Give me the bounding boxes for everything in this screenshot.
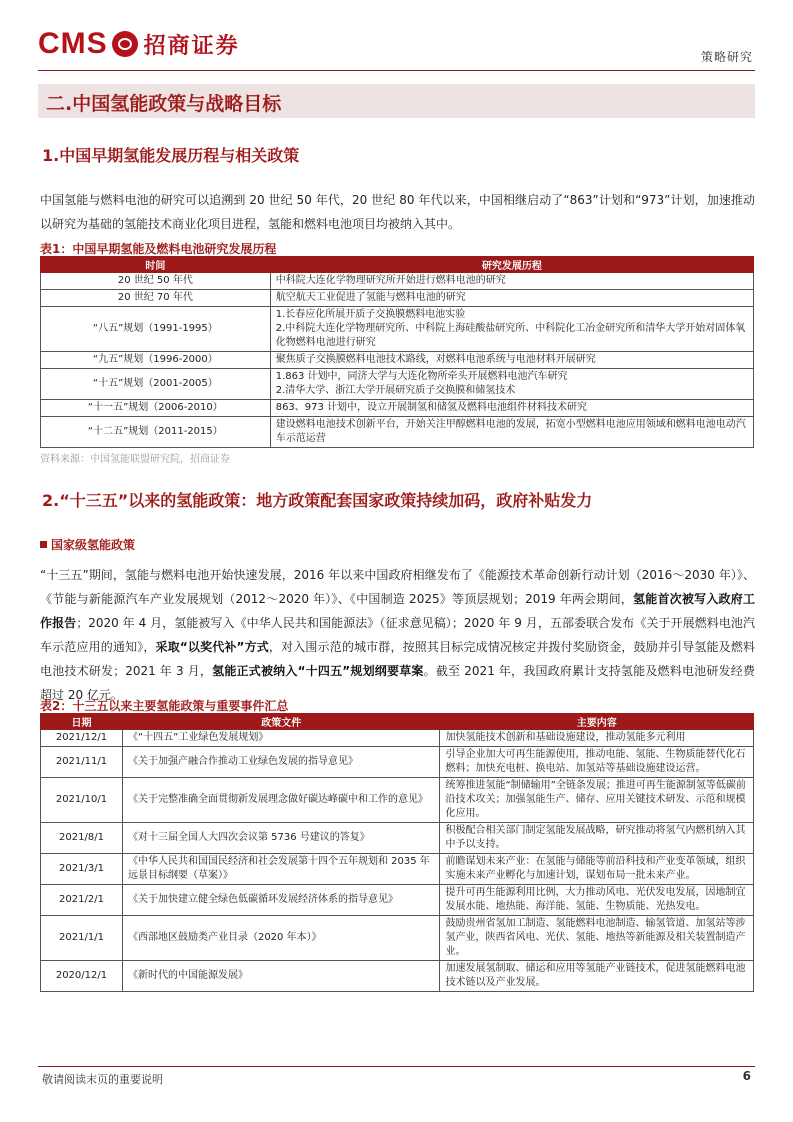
- table2-caption: 表2：十三五以来主要氢能政策与重要事件汇总: [40, 699, 289, 713]
- report-category: 策略研究: [700, 50, 753, 64]
- table1-cell-desc: 863、973 计划中，设立开展制氢和储氢及燃料电池组件材料技术研究: [270, 400, 753, 417]
- table2-header-row: [41, 714, 754, 730]
- header-divider: [38, 70, 755, 71]
- table2-cell-doc: 《西部地区鼓励类产业目录（2020 年本）》: [122, 916, 440, 961]
- page-number: 6: [742, 1069, 751, 1083]
- part2-subheading: [40, 536, 135, 553]
- bullet-square-icon: [40, 541, 47, 548]
- table-row: [41, 290, 754, 307]
- table2-cell-content: 前瞻谋划未来产业：在氢能与储能等前沿科技和产业变革领域，组织实施未来产业孵化与加速计划，谋划布局一批未来产业。: [440, 854, 754, 885]
- table2-cell-date: 2021/1/1: [41, 916, 123, 961]
- table-row: [41, 854, 754, 885]
- table-row: [41, 369, 754, 400]
- para-bold-text: 氢能正式被纳入“十四五”规划纲要草案: [212, 664, 424, 678]
- table2-cell-doc: 《关于完整准确全面贯彻新发展理念做好碳达峰碳中和工作的意见》: [122, 778, 440, 823]
- table2-cell-content: 统筹推进氢能“制储输用”全链条发展；推进可再生能源制氢等低碳前沿技术攻关；加强氢能生产、储存、应用关键技术研发、示范和规模化应用。: [440, 778, 754, 823]
- table1-cell-time: “九五”规划（1996-2000）: [41, 352, 271, 369]
- table-row: [41, 823, 754, 854]
- table-row: [41, 307, 754, 352]
- table1-source: 资料来源：中国氢能联盟研究院，招商证券: [40, 454, 230, 465]
- table1-header-row: [41, 257, 754, 273]
- table2-cell-doc: 《新时代的中国能源发展》: [122, 961, 440, 992]
- table-row: [41, 417, 754, 448]
- table2-cell-content: 积极配合相关部门制定氢能发展战略，研究推动将氢气内燃机纳入其中予以支持。: [440, 823, 754, 854]
- table1-cell-time: “十五”规划（2001-2005）: [41, 369, 271, 400]
- table1-cell-time: “八五”规划（1991-1995）: [41, 307, 271, 352]
- table2-cell-content: 引导企业加大可再生能源使用，推动电能、氢能、生物质能替代化石燃料；加快充电桩、换电站、加氢站等基础设施建设运营。: [440, 747, 754, 778]
- para-text: “十三五”期间，氢能与燃料电池开始快速发展，2016 年以来中国政府相继发布了《能源技术革命创新行动计划（2016～2030 年）》、《节能与新能源汽车产业发展规划（2012～2020 年）》、《中国制造 2025》等顶层规划；2019 年两会期间，: [40, 568, 755, 606]
- para-bold-text: 采取“以奖代补”方式: [155, 640, 269, 654]
- table1-cell-time: “十二五”规划（2011-2015）: [41, 417, 271, 448]
- table1-cell-desc: 1.863 计划中，同济大学与大连化物所牵头开展燃料电池汽车研究 2.清华大学、浙江大学开展研究质子交换膜和储氢技术: [270, 369, 753, 400]
- table1: [40, 256, 754, 448]
- table2-cell-date: 2021/12/1: [41, 730, 123, 747]
- table2-cell-doc: 《对十三届全国人大四次会议第 5736 号建议的答复》: [122, 823, 440, 854]
- logo-chinese-name: 招商证券: [143, 33, 240, 59]
- table2-cell-content: 加速发展氢制取、储运和应用等氢能产业链技术，促进氢能燃料电池技术链以及产业发展。: [440, 961, 754, 992]
- table-row: [41, 916, 754, 961]
- footer-disclaimer: 敬请阅读末页的重要说明: [42, 1073, 163, 1086]
- logo-text: CMS: [38, 27, 108, 60]
- table-row: [41, 273, 754, 290]
- table2-cell-date: 2021/3/1: [41, 854, 123, 885]
- para-text: ；2020 年 4 月，氢能被写入《中华人民共和国能源法》（征求意见稿）；2020 年 9 月，五部委联合发布《关于开展燃料电池汽车示范应用的通知》，: [40, 616, 755, 654]
- section-title: 二.中国氢能政策与战略目标: [46, 93, 282, 115]
- table2-cell-doc: 《关于加快建立健全绿色低碳循环发展经济体系的指导意见》: [122, 885, 440, 916]
- table1-cell-desc: 航空航天工业促进了氢能与燃料电池的研究: [270, 290, 753, 307]
- table2-cell-date: 2021/8/1: [41, 823, 123, 854]
- footer-divider: [38, 1066, 755, 1067]
- table1-cell-time: 20 世纪 70 年代: [41, 290, 271, 307]
- table2-header-content: 主要内容: [440, 714, 754, 730]
- table2-header-date: 日期: [41, 714, 123, 730]
- part2-heading: 2.“十三五”以来的氢能政策：地方政策配套国家政策持续加码，政府补贴发力: [42, 491, 593, 510]
- para-text: 。截至 2021 年，我国政府累计支持氢能及燃料电池研发经费超过 20 亿元。: [40, 664, 756, 702]
- table1-caption: 表1：中国早期氢能及燃料电池研究发展历程: [40, 242, 277, 256]
- table1-header-time: 时间: [41, 257, 271, 273]
- part2-paragraph: [40, 563, 755, 707]
- table2-cell-date: 2020/12/1: [41, 961, 123, 992]
- table2-cell-date: 2021/11/1: [41, 747, 123, 778]
- table-row: [41, 730, 754, 747]
- table-row: [41, 400, 754, 417]
- table1-cell-desc: 1.长春应化所展开质子交换膜燃料电池实验 2.中科院大连化学物理研究所、中科院上海硅酸盐研究所、中科院化工冶金研究所和清华大学开始对固体氧化物燃料电池进行研究: [270, 307, 753, 352]
- para-bold-text: 氢能首次被写入政府工作报告: [40, 592, 755, 630]
- table2-cell-doc: 《中华人民共和国国民经济和社会发展第十四个五年规划和 2035 年远景目标纲要（草案）》: [122, 854, 440, 885]
- table2-cell-content: 加快氢能技术创新和基础设施建设，推动氢能多元利用: [440, 730, 754, 747]
- table2: [40, 713, 754, 992]
- table2-cell-doc: 《关于加强产融合作推动工业绿色发展的指导意见》: [122, 747, 440, 778]
- table-row: [41, 747, 754, 778]
- table-row: [41, 961, 754, 992]
- table1-cell-desc: 聚焦质子交换膜燃料电池技术路线，对燃料电池系统与电池材料开展研究: [270, 352, 753, 369]
- company-logo: [38, 24, 240, 64]
- table1-cell-time: “十一五”规划（2006-2010）: [41, 400, 271, 417]
- table2-cell-date: 2021/2/1: [41, 885, 123, 916]
- part1-heading: 1.中国早期氢能发展历程与相关政策: [42, 146, 300, 165]
- table2-header-doc: 政策文件: [122, 714, 440, 730]
- table2-cell-content: 提升可再生能源利用比例，大力推动风电、光伏发电发展，因地制宜发展水能、地热能、海洋能、氢能、生物质能、光热发电。: [440, 885, 754, 916]
- part2-subheading-text: 国家级氢能政策: [51, 538, 136, 552]
- table1-header-history: 研究发展历程: [270, 257, 753, 273]
- table1-cell-desc: 建设燃料电池技术创新平台，开始关注甲醇燃料电池的发展，拓宽小型燃料电池应用领域和燃料电池电动汽车示范运营: [270, 417, 753, 448]
- table-row: [41, 352, 754, 369]
- table-row: [41, 885, 754, 916]
- table2-cell-doc: 《“十四五”工业绿色发展规划》: [122, 730, 440, 747]
- table1-cell-desc: 中科院大连化学物理研究所开始进行燃料电池的研究: [270, 273, 753, 290]
- table2-cell-date: 2021/10/1: [41, 778, 123, 823]
- table2-cell-content: 鼓励贵州省氢加工制造、氢能燃料电池制造、输氢管道、加氢站等涉氢产业，陕西省风电、光伏、氢能、地热等新能源及相关装置制造产业。: [440, 916, 754, 961]
- para-text: ，对入围示范的城市群，按照其目标完成情况核定并拨付奖励资金，鼓励并引导氢能及燃料电池技术研发；2021 年 3 月，: [40, 640, 755, 678]
- part1-paragraph: 中国氢能与燃料电池的研究可以追溯到 20 世纪 50 年代，20 世纪 80 年代以来，中国相继启动了“863”计划和“973”计划，加速推动以研究为基础的氢能技术商业化项目进程，氢能和燃料电池项目均被纳入其中。: [40, 193, 755, 231]
- table1-cell-time: 20 世纪 50 年代: [41, 273, 271, 290]
- logo-mark-icon: [112, 31, 138, 57]
- table-row: [41, 778, 754, 823]
